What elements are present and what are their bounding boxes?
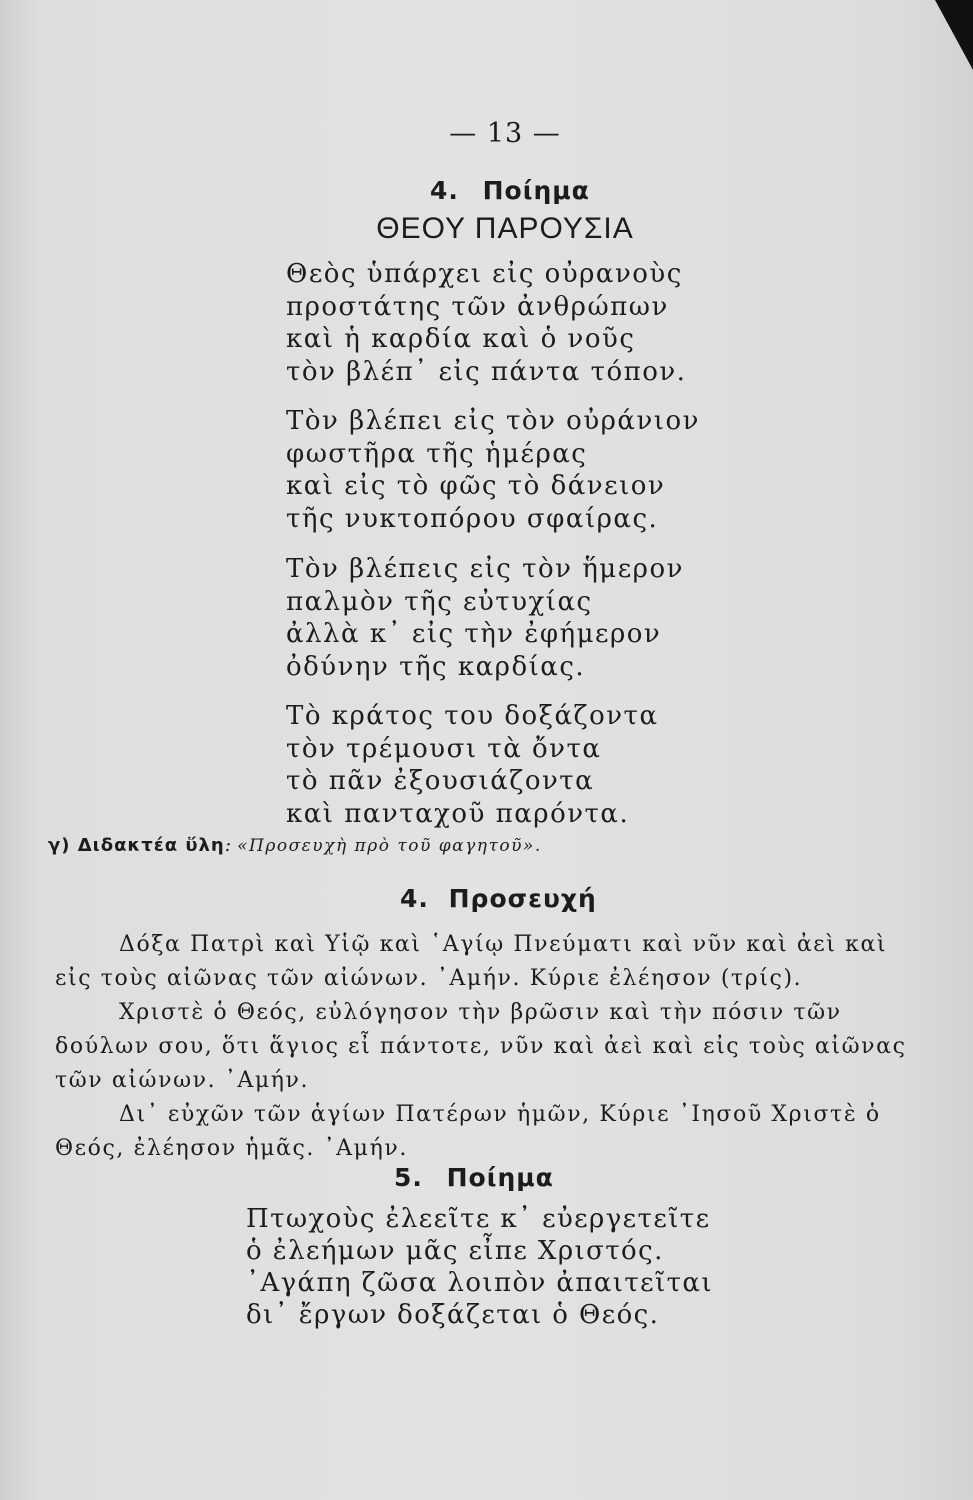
- verse-line: τὸ πᾶν ἐξουσιάζοντα: [286, 766, 595, 796]
- poem1-label: Ποίημα: [482, 176, 590, 205]
- prayer-line: Χριστὲ ὁ Θεός, εὐλόγησον τὴν βρῶσιν καὶ τὴν πόσιν τῶν: [119, 1000, 842, 1025]
- verse-line: Τὸν βλέπεις εἰς τὸν ἥμερον: [286, 554, 684, 584]
- verse-line: ὀδύνην τῆς καρδίας.: [286, 651, 586, 682]
- poem1-number: 4.: [430, 176, 459, 205]
- poem2-label: Ποίημα: [446, 1163, 554, 1192]
- verse-line: Θεὸς ὑπάρχει εἰς οὐρανοὺς: [286, 259, 683, 289]
- prayer-line: Θεός, ἐλέησον ἡμᾶς. ᾿Αμήν.: [55, 1136, 408, 1161]
- prayer-heading: [400, 884, 597, 913]
- verse-line: ἀλλὰ κ᾿ εἰς τὴν ἐφήμερον: [286, 619, 662, 649]
- verse-line: τὸν βλέπ᾿ εἰς πάντα τόπον.: [286, 356, 687, 387]
- prayer-number: 4.: [400, 884, 429, 913]
- verse-line: καὶ εἰς τὸ φῶς τὸ δάνειον: [286, 471, 666, 501]
- curriculum-note: [48, 834, 542, 856]
- prayer-line: δούλων σου, ὅτι ἅγιος εἶ πάντοτε, νῦν καὶ ἀεὶ καὶ εἰς τοὺς αἰῶνας: [55, 1034, 907, 1059]
- verse-line: τῆς νυκτοπόρου σφαίρας.: [286, 503, 659, 534]
- poem1-stanza-1: [286, 258, 686, 388]
- page-number: — 13 —: [449, 118, 561, 149]
- note-label: γ) Διδακτέα ὕλη: [48, 835, 225, 856]
- prayer-label: Προσευχή: [448, 884, 597, 913]
- verse-line: φωστῆρα τῆς ἡμέρας: [286, 438, 588, 469]
- verse-line: προστάτης τῶν ἀνθρώπων: [286, 291, 669, 322]
- poem1-stanza-2: [286, 405, 700, 535]
- poem1-heading: [430, 176, 590, 205]
- prayer-text: [55, 928, 923, 1166]
- verse-line: δι᾿ ἔργων δοξάζεται ὁ Θεός.: [246, 1300, 660, 1330]
- prayer-line: τῶν αἰώνων. ᾿Αμήν.: [55, 1068, 310, 1093]
- poem1-title: ΘΕΟΥ ΠΑΡΟΥΣΙΑ: [376, 212, 634, 245]
- verse-line: τὸν τρέμουσι τὰ ὄντα: [286, 733, 602, 764]
- poem2-heading: [394, 1163, 554, 1192]
- verse-line: καὶ πανταχοῦ παρόντα.: [286, 798, 630, 829]
- prayer-line: Δι᾿ εὐχῶν τῶν ἁγίων Πατέρων ἡμῶν, Κύριε ᾿Ιησοῦ Χριστὲ ὁ: [119, 1102, 881, 1127]
- prayer-line: Δόξα Πατρὶ καὶ Υἱῷ καὶ ῾Αγίῳ Πνεύματι καὶ νῦν καὶ ἀεὶ καὶ: [119, 932, 888, 957]
- poem1-stanza-4: [286, 700, 659, 830]
- verse-line: Πτωχοὺς ἐλεεῖτε κ᾿ εὐεργετεῖτε: [246, 1204, 711, 1234]
- scan-corner-shadow: [935, 0, 973, 70]
- prayer-line: εἰς τοὺς αἰῶνας τῶν αἰώνων. ᾿Αμήν. Κύριε ἐλέησον (τρίς).: [55, 966, 803, 991]
- verse-line: Τὸν βλέπει εἰς τὸν οὐράνιον: [286, 406, 700, 436]
- verse-line: ᾿Αγάπη ζῶσα λοιπὸν ἀπαιτεῖται: [246, 1268, 713, 1298]
- verse-line: ὁ ἐλεήμων μᾶς εἶπε Χριστός.: [246, 1236, 664, 1266]
- note-reference: «Προσευχὴ πρὸ τοῦ φαγητοῦ».: [237, 836, 542, 856]
- poem2-number: 5.: [394, 1163, 423, 1192]
- note-colon: :: [224, 834, 232, 856]
- poem2-stanza: [246, 1203, 713, 1331]
- verse-line: παλμὸν τῆς εὐτυχίας: [286, 586, 593, 617]
- poem1-stanza-3: [286, 553, 684, 683]
- verse-line: Τὸ κράτος του δοξάζοντα: [286, 701, 659, 731]
- verse-line: καὶ ἡ καρδία καὶ ὁ νοῦς: [286, 324, 636, 354]
